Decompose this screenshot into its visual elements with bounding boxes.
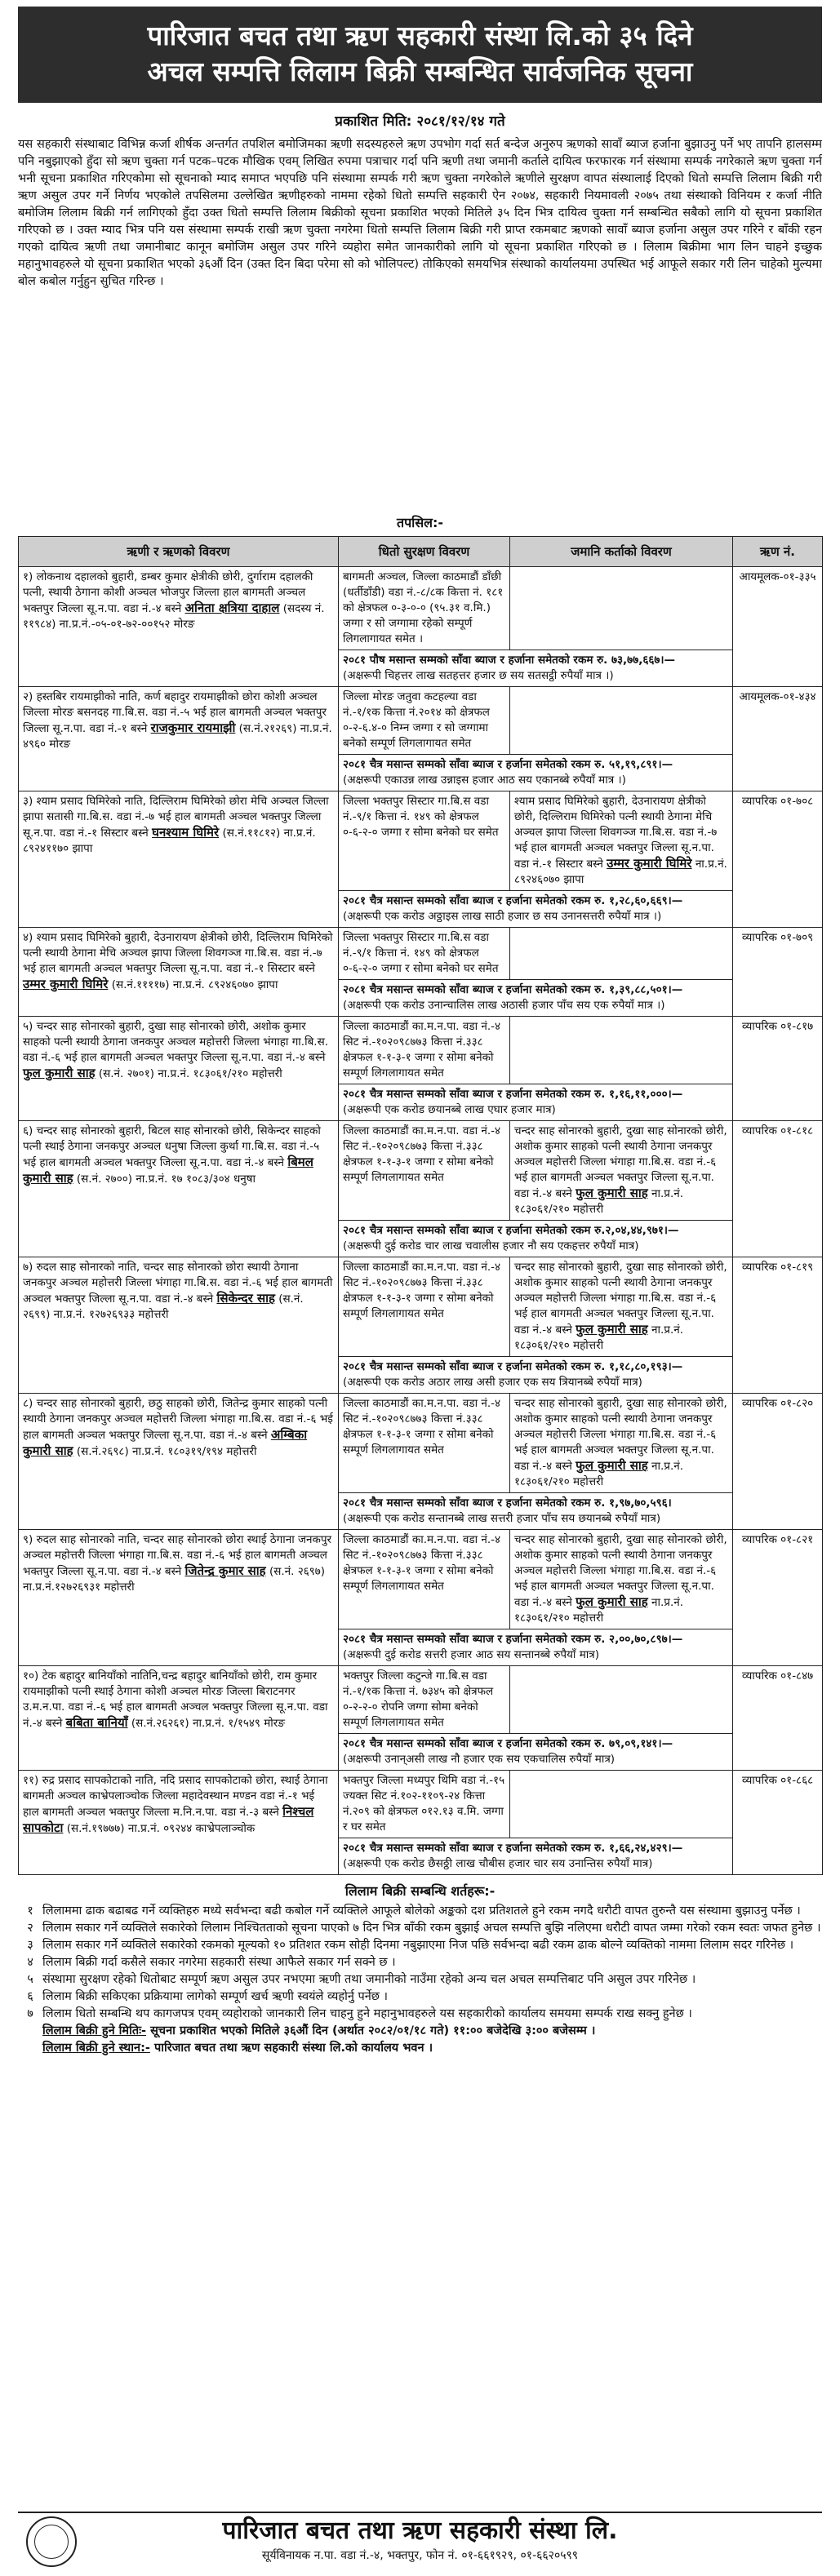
borrower-text: ६) चन्दर साह सोनारको बुहारी, बिटल साह सोनारको छोरी, सिकेन्दर साहको पत्नी स्थाई ठेगाना जनकपुर अञ्चल धनुषा जिल्ला कुर्था गा.बि.स. वडा नं.-५ भई हाल बागमती अञ्चल भक्तपुर जिल्ला सू.न.पा. वडा नं.-४ बस्ने xyxy=(23,1124,321,1169)
borrower-tail: (स.नं.१९७७७) ना.प्र.नं. ०९२४४ काभ्रेपलाञ्चोक xyxy=(66,1822,256,1835)
publication-date: प्रकाशित मिति: २०८१/१२/१४ गते xyxy=(335,113,505,130)
borrower-name: राजकुमार रायमाझी xyxy=(150,720,236,735)
borrower-name: घनश्याम घिमिरे xyxy=(152,825,220,840)
borrower-tail: (स.नं.२१२६९) ना.प्र.नं. ४९६० मोरङ xyxy=(23,722,332,751)
table-row xyxy=(19,1666,823,1734)
guarantor-cell xyxy=(510,1394,733,1493)
conditions-title: लिलाम बिक्री सम्बन्धि शर्तहरू:- xyxy=(344,1883,496,1899)
guarantor-tail: ना.प्र.नं. १८३०६१/२१० महोत्तरी xyxy=(514,1323,684,1352)
collateral-cell: जिल्ला भक्तपुर सिस्टार गा.बि.स वडा नं.-९/१ कित्ता नं. १४९ को क्षेत्रफल ०-६-२-० जग्गा र सोमा बनेको घर समेत xyxy=(339,791,510,891)
outstanding-amount-cell xyxy=(339,650,733,687)
outstanding-amount-words: (अक्षरूपी दुई करोड चार लाख चवालीस हजार नौ सय एकहत्तर रुपैयाँ मात्र) xyxy=(343,1239,639,1253)
borrower-tail: (सदस्य नं. ११९८४) ना.प्र.नं.-०५-०१-७२-००१५२ मोरङ xyxy=(23,602,325,631)
outstanding-amount: २०८१ चैत्र मसान्त सम्मको साँवा ब्याज र हर्जाना समेतको रकम रु. १,१६,११,०००।— xyxy=(343,1088,683,1101)
outstanding-amount: २०८१ चैत्र मसान्त सम्मको साँवा ब्याज र हर्जाना समेतको रकम रु. ७९,०९,१४१।— xyxy=(343,1737,673,1750)
table-header-row xyxy=(19,537,823,567)
guarantor-name: फुल कुमारी साह xyxy=(576,1458,648,1473)
borrower-cell xyxy=(19,791,339,928)
borrower-cell xyxy=(19,687,339,791)
table-row xyxy=(19,791,823,891)
borrower-name: निश्चल सापकोटा xyxy=(23,1804,314,1835)
borrower-tail: (स.नं.११११७) ना.प्र.नं. ८९२४६०७० झापा xyxy=(111,978,278,991)
outstanding-amount-cell xyxy=(339,1493,733,1530)
borrower-tail: (स.नं.२६२६१) ना.प्र.नं. १/१५४९ मोरङ xyxy=(131,1717,285,1730)
cooperative-seal-icon xyxy=(26,2516,77,2567)
guarantor-cell xyxy=(510,1666,733,1734)
loan-number-cell: आयमूलक-०१-३३५ xyxy=(733,567,823,687)
guarantor-text: श्याम प्रसाद घिमिरेको बुहारी, देउनारायण क्षेत्रीको छोरी, दिल्लिराम घिमिरेको पत्नी स्थायी ठेगाना मेचि अञ्चल झापा जिल्ला शिवगञ्ज गा.बि.स. वडा नं.-७ भई हाल बागमती अञ्चल भक्तपुर जिल्ला सू.न.पा. वडा नं.-१ सिस्टार बस्ने xyxy=(514,795,718,871)
borrower-cell xyxy=(19,1530,339,1666)
table-row xyxy=(19,567,823,650)
loan-table-body xyxy=(19,567,823,1875)
loan-number-cell: व्यापरिक ०१-८१७ xyxy=(733,1017,823,1121)
header-borrower: ऋणी र ऋणको विवरण xyxy=(19,537,339,567)
borrower-name: बिमल कुमारी साह xyxy=(23,1155,313,1186)
borrower-cell xyxy=(19,1394,339,1530)
borrower-text: २) हस्तबिर रायमाझीको नाति, कर्ण बहादुर रायमाझीको छोरा कोशी अञ्चल जिल्ला मोरङ बसनदह गा.बि.स. वडा नं.-५ भई हाल बागमती अञ्चल भक्तपुर जिल्ला सू.न.पा. वडा नं.-१ बस्ने xyxy=(23,690,327,735)
guarantor-cell xyxy=(510,1530,733,1629)
collateral-cell: जिल्ला काठमाडौं का.म.न.पा. वडा नं.-४ सिट नं.-१०२०९८७७३ कित्ता नं.३३८ क्षेत्रफल १-१-३-१ जग्गा र सोमा बनेको सम्पूर्ण लिगलागायत समेत xyxy=(339,1017,510,1084)
borrower-text: ३) श्याम प्रसाद घिमिरेको नाति, दिल्लिराम घिमिरेको छोरा मेचि अञ्चल जिल्ला झापा सतासी गा.बि.स. वडा नं.-७ भई हाल बागमती अञ्चल भक्तपुर जिल्ला सू.न.पा. वडा नं.-१ सिस्टार बस्ने xyxy=(23,795,329,840)
outstanding-amount: २०८१ चैत्र मसान्त सम्मको साँवा ब्याज र हर्जाना समेतको रकम रु. ५१,१९,८९१।— xyxy=(343,758,673,771)
outstanding-amount-cell xyxy=(339,1084,733,1121)
outstanding-amount: २०८१ चैत्र मसान्त सम्मको साँवा ब्याज र हर्जाना समेतको रकम रु. १,६६,२४,४२९।— xyxy=(343,1842,683,1855)
outstanding-amount-cell xyxy=(339,755,733,791)
guarantor-cell xyxy=(510,791,733,891)
collateral-cell: जिल्ला काठमाडौं का.म.न.पा. वडा नं.-४ सिट नं.-१०२०९८७७३ कित्ता नं.३३८ क्षेत्रफल १-१-३-१ जग्गा र सोमा बनेको सम्पूर्ण लिगलागायत समेत xyxy=(339,1121,510,1221)
guarantor-cell xyxy=(510,1121,733,1221)
schedule-label: तपसिल:- xyxy=(396,515,444,530)
collateral-cell: जिल्ला भक्तपुर सिस्टार गा.बि.स वडा नं.-९/१ कित्ता नं. १४९ को क्षेत्रफल ०-६-२-० जग्गा र सोमा बनेको घर समेत xyxy=(339,928,510,980)
guarantor-tail: ना.प्र.नं. १८३०६१/२१० महोत्तरी xyxy=(514,1460,684,1488)
header-collateral: धितो सुरक्षण विवरण xyxy=(339,537,510,567)
outstanding-amount-words: (अक्षरूपी एक करोड छैसठ्ठी लाख चौबीस हजार चार सय उनान्तिस रुपैयाँ मात्र) xyxy=(343,1857,653,1870)
outstanding-amount-words: (अक्षरूपी एक करोड अठ्ठाइस लाख साठी हजार छ सय उनानसत्तरी रुपैयाँ मात्र ।) xyxy=(343,910,662,923)
borrower-tail: (स.नं. २७००) ना.प्र.नं. १७ १०८३/३०४ धनुषा xyxy=(76,1173,256,1186)
condition-item: ५ संस्थामा सुरक्षण रहेको धितोबाट सम्पूर्ण ऋण असुल उपर नभएमा ऋणी तथा जमानीको नाउँमा रहेको अन्य चल अचल सम्पत्तिबाट पनि असुल उपर गरिनेछ । xyxy=(27,1973,696,1986)
borrower-cell xyxy=(19,1771,339,1875)
borrower-cell xyxy=(19,567,339,687)
loan-number-cell: व्यापरिक ०१-८२० xyxy=(733,1394,823,1530)
intro-paragraph: यस सहकारी संस्थाबाट विभिन्न कर्जा शीर्षक अन्तर्गत तपशिल बमोजिमका ऋणी सदस्यहरुले ऋण उपभोग गर्दा सर्त बन्देज अनुरुप ऋणको सावाँ ब्याज हर्जाना बुझाउनु पर्ने भए तापनि हालसम्म पनि नबुझाएको हुँदा सो ऋण चुक्ता गर्न पटक–पटक मौखिक एवम् लिखित रुपमा पत्राचार गर्दा पनि ऋणी तथा जमानी कर्ताले दायित्व फरफारक गर्न संस्थामा सम्पर्क नगरेकाले ऋण चुक्ता गर्न भनी सूचना प्रकाशित गरिएकोमा सो सूचनाको म्याद समाप्त भएपछि पनि संस्थामा सम्पर्क गरी ऋण चुक्ता नगरेकोले ऋणीले सुरक्षण वापत संस्थालाई दिएको धितो सम्पत्ति लिलाम बिक्री गरी ऋण असुल उपर गर्ने निर्णय भएकोले तपसिलमा उल्लेखित ऋणीहरुको नाममा रहेको धितो सम्पत्ति सहकारी ऐन २०७४, सहकारी नियमावली २०७५ तथा संस्थाको विनियम र कर्जा नीति बमोजिम लिलाम बिक्री गर्न लागिएको हुँदा उक्त धितो सम्पत्ति लिलाम बिक्रीको सूचना प्रकाशित भएको मितिले ३५ दिन भित्र दायित्व चुक्ता गर्न सम्बन्धित सबैको लागि यो सूचना प्रकाशित गरिएको छ । उक्त म्याद भित्र पनि यस संस्थामा सम्पर्क राखी ऋण चुक्ता नगरेमा धितो सम्पत्ति लिलाम बिक्री गरी प्राप्त रकमबाट ऋणको सावाँ ब्याज हर्जाना असुल उपर गरिने र बाँकी रहन गएको दायित्व ऋणी तथा जमानीबाट कानून बमोजिम असुल उपर गरिने व्यहोरा समेत जानकारीको लागि यो सूचना प्रकाशित गरिएको छ । लिलाम बिक्रीमा भाग लिन चाहने इच्छुक महानुभावहरुले यो सूचना प्रकाशित भएको ३६औं दिन (उक्त दिन बिदा परेमा सो को भोलिपल्ट) तोकिएको समयभित्र संस्थाको कार्यालयमा उपस्थित भई आफूले सकार गरी लिन चाहेको मुल्यमा बोल कबोल गर्नुहुन सुचित गरिन्छ । xyxy=(18,138,822,288)
guarantor-cell xyxy=(510,687,733,755)
borrower-text: ८) चन्दर साह सोनारको बुहारी, छठु साहको छोरी, जितेन्द्र कुमार साहको पत्नी स्थायी ठेगाना जनकपुर अञ्चल महोत्तरी जिल्ला भंगाहा गा.बि.स. वडा नं.-६ भई हाल बागमती अञ्चल भक्तपुर जिल्ला सू.न.पा. वडा नं.-४ बस्ने xyxy=(23,1397,333,1442)
outstanding-amount-cell xyxy=(339,980,733,1017)
guarantor-name: फुल कुमारी साह xyxy=(576,1186,648,1200)
collateral-cell: भक्तपुर जिल्ला मध्यपुर थिमि वडा नं.-१५ ज्यक्त सिट नं.१०२-११०९-२४ कित्ता नं.२०९ को क्षेत्रफल ०१२.१३ व.मि. जग्गा र घर समेत xyxy=(339,1771,510,1838)
borrower-cell xyxy=(19,928,339,1017)
collateral-cell: बागमती अञ्चल, जिल्ला काठमाडौं डाँछी (धर्तीडाँडी) वडा नं.-८/८क कित्ता नं. १८१ को क्षेत्रफल ०-३-०-० (९५.३१ व.मि.) जग्गा र सो जग्गामा रहेको सम्पूर्ण लिगलागायत समेत । xyxy=(339,567,510,650)
outstanding-amount-cell xyxy=(339,891,733,928)
table-row xyxy=(19,687,823,755)
outstanding-amount-cell xyxy=(339,1734,733,1771)
loan-table xyxy=(18,536,823,1875)
outstanding-amount: २०८१ चैत्र मसान्त सम्मको साँवा ब्याज र हर्जाना समेतको रकम रु. २,००,७०,८९७।— xyxy=(343,1633,683,1646)
borrower-tail: (स.नं. २६९९) ना.प्र.नं. १२७२६९३३ महोत्तरी xyxy=(23,1292,304,1321)
guarantor-name: उम्मर कुमारी घिमिरे xyxy=(607,856,692,871)
outstanding-amount: २०८१ पौष मसान्त सम्मको साँवा ब्याज र हर्जाना समेतको रकम रु. ७३,७७,६६७।— xyxy=(343,654,676,667)
borrower-name: उम्मर कुमारी घिमिरे xyxy=(23,977,109,991)
borrower-text: ४) श्याम प्रसाद घिमिरेको बुहारी, देउनारायण क्षेत्रीको छोरी, दिल्लिराम घिमिरेको पत्नी स्थायी ठेगाना मेचि अञ्चल झापा जिल्ला शिवगञ्ज गा.बि.स. वडा नं.-७ भई हाल बागमती अञ्चल भक्तपुर जिल्ला सू.न.पा. वडा नं.-१ सिस्टार बस्ने xyxy=(23,931,333,975)
guarantor-cell xyxy=(510,1257,733,1357)
outstanding-amount: २०८१ चैत्र मसान्त सम्मको साँवा ब्याज र हर्जाना समेतको रकम रु. १,९७,७०,५९६। xyxy=(343,1496,672,1510)
outstanding-amount-cell xyxy=(339,1629,733,1666)
borrower-text: ७) रुदल साह सोनारको नाति, चन्दर साह सोनारको छोरा स्थायी ठेगाना जनकपुर अञ्चल महोत्तरी जिल्ला भंगाहा गा.बि.स. वडा नं.-६ भई हाल बागमती अञ्चल भक्तपुर जिल्ला सू.न.पा. वडा नं.-४ बस्ने xyxy=(23,1261,333,1306)
table-row xyxy=(19,1771,823,1838)
collateral-cell: भक्तपुर जिल्ला कटुन्जे गा.बि.स वडा नं.-१/१क कित्ता नं. ७३४५ को क्षेत्रफल ०-२-२-० रोपनि जग्गा सोमा बनेको सम्पूर्ण लिगलागायत समेत xyxy=(339,1666,510,1734)
borrower-cell xyxy=(19,1121,339,1257)
table-row xyxy=(19,1257,823,1357)
table-row xyxy=(19,1121,823,1221)
collateral-cell: जिल्ला काठमाडौं का.म.न.पा. वडा नं.-४ सिट नं.-१०२०९८७७३ कित्ता नं.३३८ क्षेत्रफल १-१-३-१ जग्गा र सोमा बनेको सम्पूर्ण लिगलागायत समेत xyxy=(339,1530,510,1629)
outstanding-amount: २०८१ चैत्र मसान्त सम्मको साँवा ब्याज र हर्जाना समेतको रकम रु. १,३९,८८,५०१।— xyxy=(343,983,683,996)
outstanding-amount-words: (अक्षरूपी एकाउन्न लाख उन्नाइस हजार आठ सय एकानब्बे रुपैयाँ मात्र ।) xyxy=(343,774,626,787)
borrower-text: ५) चन्दर साह सोनारको बुहारी, दुखा साह सोनारको छोरी, अशोक कुमार साहको पत्नी स्थायी ठेगाना जनकपुर अञ्चल महोत्तरी जिल्ला भंगाहा गा.बि.स. वडा नं.-६ भई हाल बागमती अञ्चल भक्तपुर जिल्ला सू.न.पा. वडा नं.-४ बस्ने xyxy=(23,1020,329,1064)
table-row xyxy=(19,1017,823,1084)
guarantor-text: चन्दर साह सोनारको बुहारी, दुखा साह सोनारको छोरी, अशोक कुमार साहको पत्नी स्थायी ठेगाना जनकपुर अञ्चल महोत्तरी जिल्ला भंगाहा गा.बि.स. वडा नं.-६ भई हाल बागमती अञ्चल भक्तपुर जिल्ला सू.न.पा. वडा नं.-४ बस्ने xyxy=(514,1261,727,1337)
outstanding-amount: २०८१ चैत्र मसान्त सम्मको साँवा ब्याज र हर्जाना समेतको रकम रु. १,२८,६०,६६९।— xyxy=(343,894,683,907)
guarantor-tail: ना.प्र.नं. १८३०६१/२१० महोत्तरी xyxy=(514,1596,684,1625)
outstanding-amount-cell xyxy=(339,1221,733,1257)
auction-date: लिलाम बिक्री हुने मितिः- सूचना प्रकाशित भएको मितिले ३६औं दिन (अर्थात २०८२/०१/१८ गते) ११:०० बजेदेखि ३:०० बजेसम्म । xyxy=(42,2024,596,2037)
borrower-text: १०) टेक बहादुर बानियाँको नातिनि,चन्द्र बहादुर बानियाँको छोरी, राम कुमार रायमाझीको पत्नी स्थाई ठेगाना कोशी अञ्चल मोरङ जिल्ला बिराटनगर उ.म.न.पा. वडा नं.-६ भई हाल बागमती अञ्चल भक्तपुर जिल्ला सू.न.पा. वडा नं.-४ बस्ने xyxy=(23,1669,328,1730)
loan-number-cell: व्यापरिक ०१-७०८ xyxy=(733,791,823,928)
condition-item: १ लिलाममा ढाक बढाबढ गर्ने व्यक्तिहरु मध्ये सर्वभन्दा बढी कबोल गर्ने व्यक्तिले आफूले बोलेको अङ्कको दश प्रतिशतले हुने रकम नगदै धरौटी वापत तुरुन्तै यस संस्थामा बुझाउनु पर्नेछ । xyxy=(27,1904,801,1918)
guarantor-cell xyxy=(510,567,733,650)
collateral-cell: जिल्ला काठमाडौं का.म.न.पा. वडा नं.-४ सिट नं.-१०२०९८७७३ कित्ता नं.३३८ क्षेत्रफल १-१-३-१ जग्गा र सोमा बनेको सम्पूर्ण लिगलागायत समेत xyxy=(339,1394,510,1493)
header-loan-no: ऋण नं. xyxy=(733,537,823,567)
borrower-text: १) लोकनाथ दहालको बुहारी, डम्बर कुमार क्षेत्रीकी छोरी, दुर्गाराम दहालकी पत्नी, स्थायी ठेगाना कोशी अञ्चल भोजपुर जिल्ला हाल बागमती अञ्चल भक्तपुर जिल्ला सू.न.पा. वडा नं.-४ बस्ने xyxy=(23,570,313,615)
borrower-tail: (स.नं.११८१२) ना.प्र.नं. ८९२४११७० झापा xyxy=(23,827,316,855)
guarantor-text: चन्दर साह सोनारको बुहारी, दुखा साह सोनारको छोरी, अशोक कुमार साहको पत्नी स्थायी ठेगाना जनकपुर अञ्चल महोत्तरी जिल्ला भंगाहा गा.बि.स. वडा नं.-६ भई हाल बागमती अञ्चल भक्तपुर जिल्ला सू.न.पा. वडा नं.-४ बस्ने xyxy=(514,1533,727,1609)
guarantor-text: चन्दर साह सोनारको बुहारी, दुखा साह सोनारको छोरी, अशोक कुमार साहको पत्नी स्थायी ठेगाना जनकपुर अञ्चल महोत्तरी जिल्ला भंगाहा गा.बि.स. वडा नं.-६ भई हाल बागमती अञ्चल भक्तपुर जिल्ला सू.न.पा. वडा नं.-४ बस्ने xyxy=(514,1397,727,1473)
outstanding-amount-words: (अक्षरूपी चिहत्तर लाख सतहत्तर हजार छ सय सतसट्ठी रुपैयाँ मात्र ।) xyxy=(343,669,614,682)
loan-number-cell: व्यापरिक ०१-८६८ xyxy=(733,1771,823,1875)
borrower-tail: (स.नं. २७०१) ना.प्र.नं. १८३०६१/२१० महोत्तरी xyxy=(98,1067,282,1080)
borrower-cell xyxy=(19,1017,339,1121)
outstanding-amount-words: (अक्षरूपी उनान्असी लाख नौ हजार एक सय एकचालिस रुपैयाँ मात्र) xyxy=(343,1753,616,1766)
auction-place: लिलाम बिक्री हुने स्थान:- पारिजात बचत तथा ऋण सहकारी संस्था लि.को कार्यालय भवन । xyxy=(42,2042,433,2055)
borrower-name: फुल कुमारी साह xyxy=(23,1066,96,1080)
loan-number-cell: व्यापरिक ०१-७०९ xyxy=(733,928,823,1017)
table-row xyxy=(19,1394,823,1493)
outstanding-amount-words: (अक्षरूपी एक करोड अठार लाख असी हजार एक सय त्रियानब्बे रुपैयाँ मात्र) xyxy=(343,1376,642,1389)
condition-item: ७ लिलाम धितो सम्बन्धि थप कागजपत्र एवम् व्यहोराको जानकारी लिन चाहनु हुने महानुभावहरुले यस सहकारीको कार्यालय समयमा सम्पर्क राख सक्नु हुनेछ । xyxy=(27,2007,692,2020)
guarantor-name: फुल कुमारी साह xyxy=(576,1594,648,1609)
borrower-name: जितेन्द्र कुमार साह xyxy=(184,1563,266,1578)
guarantor-tail: ना.प्र.नं. १८३०६१/२१० महोत्तरी xyxy=(514,1187,684,1216)
notice-footer xyxy=(18,2512,822,2572)
borrower-cell xyxy=(19,1666,339,1771)
table-row xyxy=(19,928,823,980)
borrower-tail: (स.नं.२६९८) ना.प्र.नं. १८०३१९/१९४ महोत्तरी xyxy=(76,1445,257,1458)
header-line-1: पारिजात बचत तथा ऋण सहकारी संस्था लि.को ३५ दिने xyxy=(147,20,693,51)
outstanding-amount: २०८१ चैत्र मसान्त सम्मको साँवा ब्याज र हर्जाना समेतको रकम रु. १,१८,८०,१९३।— xyxy=(343,1360,683,1373)
conditions-list xyxy=(18,1903,822,2057)
header-line-2: अचल सम्पत्ति लिलाम बिक्री सम्बन्धित सार्वजनिक सूचना xyxy=(147,55,693,87)
borrower-text: ११) रुद्र प्रसाद सापकोटाको नाति, नदि प्रसाद सापकोटाको छोरा, स्थाई ठेगाना बागमती अञ्चल काभ्रेपलाञ्चोक जिल्ला महादेवस्थान मण्डन वडा नं.-१ भई हाल बागमती अञ्चल भक्तपुर जिल्ला म.नि.न.पा. वडा नं.-३ बस्ने xyxy=(23,1774,328,1819)
outstanding-amount-cell xyxy=(339,1838,733,1875)
outstanding-amount: २०८१ चैत्र मसान्त सम्मको साँवा ब्याज र हर्जाना समेतको रकम रु.२,०४,४४,९७१।— xyxy=(343,1224,679,1237)
borrower-name: अम्बिका कुमारी साह xyxy=(23,1427,308,1458)
header-guarantor: जमानि कर्ताको विवरण xyxy=(510,537,733,567)
collateral-cell: जिल्ला काठमाडौं का.म.न.पा. वडा नं.-४ सिट नं.-१०२०९८७७३ कित्ता नं.३३८ क्षेत्रफल १-१-३-१ जग्गा र सोमा बनेको सम्पूर्ण लिगलागायत समेत xyxy=(339,1257,510,1357)
guarantor-text: चन्दर साह सोनारको बुहारी, दुखा साह सोनारको छोरी, अशोक कुमार साहको पत्नी स्थायी ठेगाना जनकपुर अञ्चल महोत्तरी जिल्ला भंगाहा गा.बि.स. वडा नं.-६ भई हाल बागमती अञ्चल भक्तपुर जिल्ला सू.न.पा. वडा नं.-४ बस्ने xyxy=(514,1124,727,1200)
outstanding-amount-cell xyxy=(339,1357,733,1394)
guarantor-cell xyxy=(510,928,733,980)
borrower-name: अनिता क्षत्रिया दाहाल xyxy=(184,601,280,615)
guarantor-name: फुल कुमारी साह xyxy=(576,1322,648,1337)
outstanding-amount-words: (अक्षरूपी दुई करोड सत्तरी हजार आठ सय सन्तानब्बे रुपैयाँ मात्र) xyxy=(343,1648,599,1661)
notice-header xyxy=(18,7,822,103)
table-row xyxy=(19,1530,823,1629)
loan-number-cell: व्यापरिक ०१-८४७ xyxy=(733,1666,823,1771)
borrower-name: सिकेन्दर साह xyxy=(216,1291,275,1306)
loan-number-cell: व्यापरिक ०१-८१८ xyxy=(733,1121,823,1257)
borrower-cell xyxy=(19,1257,339,1394)
footer-address: सूर्यविनायक न.पा. वडा नं.-४, भक्तपुर, फोन नं. ०१-६६१९२९, ०१-६६२०५९९ xyxy=(261,2549,579,2562)
guarantor-tail: ना.प्र.नं. ८९२४६०७० झापा xyxy=(514,858,727,886)
borrower-name: बबिता बानियाँ xyxy=(65,1715,128,1730)
borrower-tail: (स.नं. २६९७) ना.प्र.नं.१२७२६९३१ महोत्तरी xyxy=(23,1565,326,1594)
condition-item: ३ लिलाम सकार गर्ने व्यक्तिले सकारेको रकमको मूल्यको १० प्रतिशत रकम सोही दिनमा नबुझाएमा निज पछि सर्वभन्दा बढी रकम ढाक बोल्ने व्यक्तिको नाममा लिलाम सदर गरिनेछ । xyxy=(27,1939,794,1952)
footer-org-name: पारिजात बचत तथा ऋण सहकारी संस्था लि. xyxy=(222,2516,618,2545)
loan-number-cell: आयमूलक-०१-४३४ xyxy=(733,687,823,791)
collateral-cell: जिल्ला मोरङ जतुवा कटहल्या वडा नं.-१/१क कित्ता नं.२०१४ को क्षेत्रफल ०-२-६.४-० निम्न जग्गा र सो जग्गामा बनेको सम्पूर्ण लिगलागायत समेत xyxy=(339,687,510,755)
condition-item: ४ लिलाम बिक्री गर्दा कसैले सकार नगरेमा सहकारी संस्था आफैले सकार गर्न सक्ने छ । xyxy=(27,1956,396,1969)
condition-item: ६ लिलाम बिक्री सकिएका प्रक्रियामा लागेको सम्पूर्ण खर्च ऋणी स्वयंले व्यहोर्नु पर्नेछ । xyxy=(27,1990,389,2003)
loan-number-cell: व्यापरिक ०१-८१९ xyxy=(733,1257,823,1394)
loan-number-cell: व्यापरिक ०१-८२१ xyxy=(733,1530,823,1666)
outstanding-amount-words: (अक्षरूपी एक करोड छयानब्बे लाख एघार हजार मात्र) xyxy=(343,1103,556,1116)
condition-item: २ लिलाम सकार गर्ने व्यक्तिले सकारेको लिलाम निश्चितताको सूचना पाएको ७ दिन भित्र बाँकी रकम बुझाई अचल सम्पत्ति बुझि नलिएमा धरौटी वापत जम्मा गरेको रकम स्वतः जफत हुनेछ । xyxy=(27,1922,821,1935)
guarantor-cell xyxy=(510,1017,733,1084)
outstanding-amount-words: (अक्षरूपी एक करोड उनान्चालिस लाख अठासी हजार पाँच सय एक रुपैयाँ मात्र ।) xyxy=(343,999,665,1012)
outstanding-amount-words: (अक्षरूपी एक करोड सन्तानब्बे लाख सत्तरी हजार पाँच सय छयानब्बे रुपैयाँ मात्र) xyxy=(343,1512,661,1525)
borrower-text: ९) रुदल साह सोनारको नाति, चन्दर साह सोनारको छोरा स्थाई ठेगाना जनकपुर अञ्चल महोत्तरी जिल्ला भंगाहा गा.बि.स. वडा नं.-६ भई हाल बागमती अञ्चल भक्तपुर जिल्ला सू.न.पा. वडा नं.-४ बस्ने xyxy=(23,1533,332,1578)
guarantor-cell xyxy=(510,1771,733,1838)
